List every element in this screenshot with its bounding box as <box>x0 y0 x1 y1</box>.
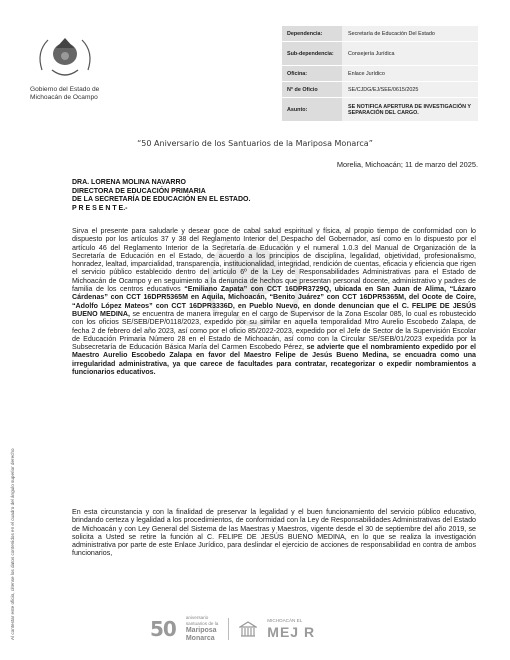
footer-mariposa: Mariposa <box>185 627 217 634</box>
subdependencia-value: Consejería Jurídica <box>342 42 478 65</box>
row-dependencia <box>282 26 478 42</box>
footer-michoacan: MICHOACÁN EL <box>267 618 303 623</box>
paragraph-1-finding: se advierte que el nombramiento expedido por el Maestro Aurelio Escobedo Zalapa en favor del Maestro Felipe de Jesús Bueno Medina, se encuadra como una irregularidad administrativa, ya que carece de facultades para contratar, recategorizar o expedir nombramientos a funcionarios educativos. <box>72 343 477 377</box>
paragraph-1-schools: “Emiliano Zapata” con CCT 16DPR3729Q, ubicada en San Juan de Alima, “Lázaro Cárdenas” con CCT 16DPR5365M en Aquila, Michoacán, “Benito Juárez” con CCT 16DPR5365M, del Ocote de Coire, “Adolfo López Mateos” con CCT 16DPR3336D, en Pueblo Nuevo, en donde denuncian que el C. FELIPE DE JESÚS BUENO MEDINA, <box>72 285 476 318</box>
row-oficina <box>282 66 478 82</box>
footer-monarca: Monarca <box>185 635 215 642</box>
building-icon <box>239 620 257 638</box>
footer-fifty: 50 <box>150 617 176 641</box>
oficina-label: Oficina: <box>282 66 342 81</box>
paragraph-2: En esta circunstancia y con la finalidad de preservar la legalidad y el buen funcionamiento del servicio público educativo, brindando certeza y legalidad a los procedimientos, de conformidad con la Ley de Responsabilidades Administrativas del Estado de Michoacán y con Ley General del Sistema de las Maestras y Maestros, vigente desde el 30 de septiembre del año 2019, se solicita a Usted se retire la función al C. FELIPE DE JESÚS BUENO MEDINA, en lo que se realiza la investigación administrativa por parte de este Enlace Jurídico, para deslindar el ejercicio de acciones de responsabilidad en contra de ambos funcionarios, <box>72 508 476 558</box>
anniversary-motto: “50 Aniversario de los Santuarios de la Mariposa Monarca” <box>137 139 373 148</box>
addressee-name: DRA. LORENA MOLINA NAVARRO <box>72 179 186 186</box>
footer-mariposa-logo <box>186 615 218 643</box>
asunto-value: SE NOTIFICA APERTURA DE INVESTIGACIÓN Y SEPARACIÓN DEL CARGO. <box>342 98 478 121</box>
addressee-presente: P R E S E N T E.- <box>72 204 128 212</box>
government-name: Gobierno del Estado de Michoacán de Ocampo <box>30 86 100 101</box>
paragraph-1-evidence: se encuentra de manera irregular en el cargo de Supervisor de la Zona Escolar 085, lo cual es robustecido con los oficios SE/SEB/DEP/0118/2023, expedido por su similar en aquella temporalidad Mtro Aurelio Escobedo Zalapa, de fecha 2 de febrero del año 2023, así como por el oficio 85/2022-2023, expedido por el Jefe de Sector de la Supervisión Escolar de Educación Primaria Número 28 en el Estado de Michoacán, así como con la Circular SE/SEB/01/2023 expedida por la Subsecretaría de Educación Básica María del Carmen Escobedo Pérez, <box>72 309 476 352</box>
dependencia-label: Dependencia: <box>282 26 342 41</box>
oficio-value: SE/CJDG/EJ/SEE/0615/2025 <box>342 82 478 97</box>
paragraph-1-intro: Sirva el presente para saludarle y desear goce de cabal salud espiritual y física, al propio tiempo de conformidad con lo dispuesto por los artículos 37 y 38 del Reglamento Interior del Despacho del Gobernador, así como en lo dispuesto por el artículo 46 del Reglamento Interior de la Secretaría de Educación y el numeral 1.0.3 del Manual de Organización de la Secretaría de Educación en el Estado, de acuerdo a los principios de disciplina, legalidad, objetividad, profesionalismo, honradez, lealtad, imparcialidad, transparencia, institucionalidad, integridad, rendición de cuentas, eficacia y eficiencia que rigen el servicio público establecido dentro del artículo 6º de la Ley de Responsabilidades Administrativas para el Estado de Michoacán de Ocampo y en seguimiento a la denuncia de hechos que presentan personal docente, administrativo y padres de familia de los centros educativos <box>72 227 476 294</box>
oficio-label: N° de Oficio <box>282 82 342 97</box>
row-asunto <box>282 98 478 122</box>
addressee-block <box>72 179 250 213</box>
footer-mejor: MEJ R <box>267 624 316 640</box>
footer-aniversario: aniversario <box>185 615 209 620</box>
footer-santuarios: santuarios de la <box>185 621 219 626</box>
asunto-label: Asunto: <box>282 98 342 121</box>
footer-mejor-logo <box>267 618 315 640</box>
oficina-value: Enlace Jurídico <box>342 66 478 81</box>
addressee-title: DIRECTORA DE EDUCACIÓN PRIMARIA <box>72 187 206 195</box>
paragraph-1 <box>72 227 476 376</box>
row-oficio <box>282 82 478 98</box>
coat-of-arms-seal <box>34 30 96 82</box>
row-subdependencia <box>282 42 478 66</box>
footer-divider <box>228 618 229 640</box>
subdependencia-label: Sub-dependencia: <box>282 42 342 65</box>
date-line: Morelia, Michoacán; 11 de marzo del 2025. <box>336 160 478 169</box>
reference-table <box>282 26 478 122</box>
margin-note: Al contestar este oficio, cítense los datos contenidos en el cuadro del ángulo superior derecho <box>10 448 15 640</box>
dependencia-value: Secretaría de Educación Del Estado <box>342 26 478 41</box>
addressee-department: DE LA SECRETARÍA DE EDUCACIÓN EN EL ESTADO. <box>72 196 251 204</box>
footer-logos <box>150 614 315 644</box>
